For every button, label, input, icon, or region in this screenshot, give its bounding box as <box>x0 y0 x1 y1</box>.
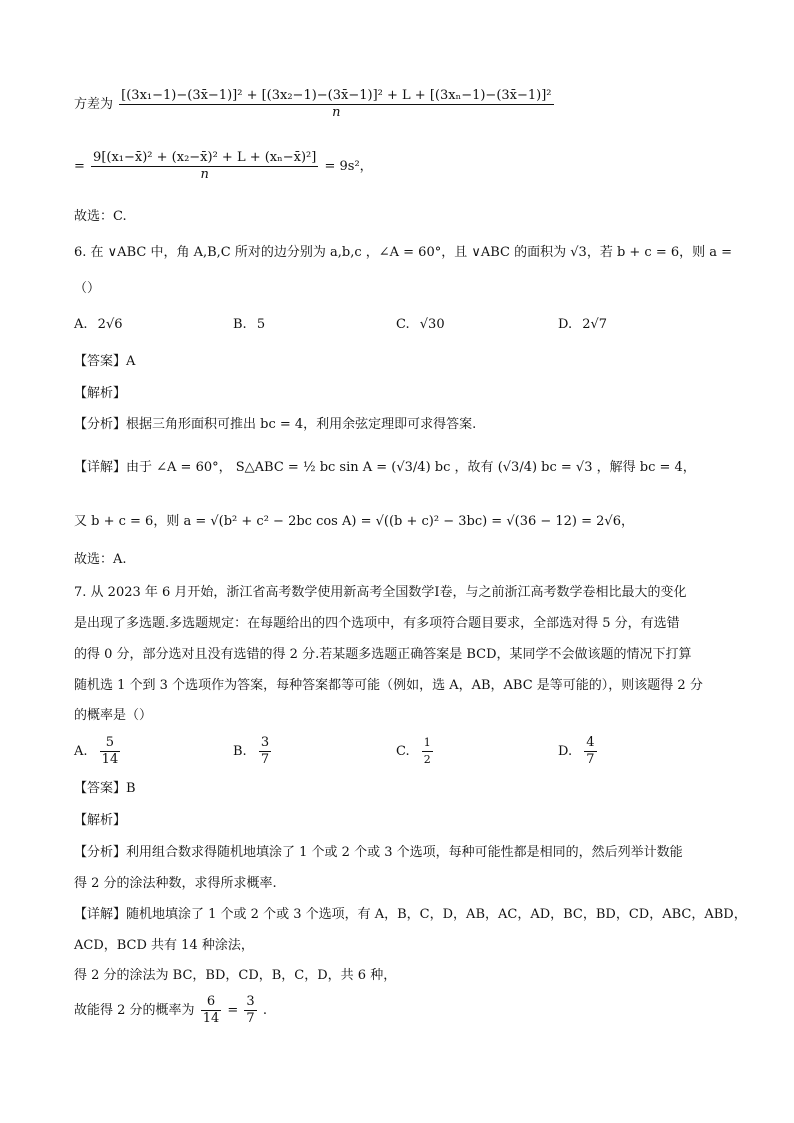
q7-option-a <box>74 735 122 768</box>
q6-detail2-expr: a = √(b² + c² − 2bc cos A) = √((b + c)² − 3bc) = √(36 − 12) = 2√6， <box>183 514 634 529</box>
q7-result-fraction-2 <box>244 994 256 1027</box>
variance-formula <box>74 88 556 121</box>
q7-option-c-label: C. <box>396 744 410 759</box>
q7-result-num-1: 6 <box>206 994 216 1009</box>
q7-stem-line-1: 7. 从 2023 年 6 月开始，浙江省高考数学使用新高考全国数学Ⅰ卷，与之前浙江高考数学卷相比最大的变化 <box>74 585 687 600</box>
q6-option-a <box>74 315 123 335</box>
q7-result-equals: = <box>227 1003 239 1018</box>
q7-stem-line-3: 的得 0 分，部分选对且没有选错的得 2 分.若某题多选题正确答案是 BCD，某同学不会做该题的情况下打算 <box>74 647 692 662</box>
q7-detail-line-4-end: . <box>262 1003 267 1018</box>
q7-option-a-den: 14 <box>101 752 119 767</box>
q6-detail-prefix: 【详解】由于 ∠A = 60°， <box>74 460 232 475</box>
q7-detail-line-4-prefix: 故能得 2 分的概率为 <box>74 1003 195 1018</box>
q7-option-b <box>233 735 273 768</box>
q7-result-num-2: 3 <box>246 994 255 1009</box>
q7-option-d-num: 4 <box>586 735 595 750</box>
q5-choice: 故选：C. <box>74 209 127 224</box>
q6-detail-end: ，解得 bc = 4， <box>596 460 696 475</box>
q7-analysis-header: 【解析】 <box>74 813 127 828</box>
q7-option-b-fraction <box>259 735 271 768</box>
variance-formula-simplified <box>74 150 373 183</box>
q6-option-b-value: 5 <box>256 317 266 332</box>
q6-detail-area: S△ABC = ½ bc sin A = (√3/4) bc <box>235 460 451 475</box>
variance-simplified-numerator: 9[(x₁−x̄)² + (x₂−x̄)² + L + (xₙ−x̄)²] <box>93 150 317 165</box>
q7-option-c-fraction <box>422 735 433 768</box>
q7-result-den-2: 7 <box>246 1011 255 1026</box>
q6-option-b-label: B. <box>233 317 247 332</box>
q7-option-b-label: B. <box>233 744 247 759</box>
q6-analysis-header: 【解析】 <box>74 386 127 401</box>
q7-detail-line-2: ACD，BCD 共有 14 种涂法， <box>74 938 254 953</box>
q6-option-c-value: √30 <box>419 317 445 332</box>
q6-option-d <box>558 315 607 335</box>
q7-option-b-den: 7 <box>260 752 270 767</box>
q7-option-d <box>558 735 599 768</box>
q6-option-a-value: 2√6 <box>97 317 123 332</box>
q7-option-a-num: 5 <box>105 735 115 750</box>
q6-answer: 【答案】A <box>74 354 136 369</box>
q7-option-d-label: D. <box>558 744 573 759</box>
variance-denominator: n <box>119 104 553 121</box>
q6-option-d-value: 2√7 <box>582 317 608 332</box>
q6-stem-line-1: 6. 在 ∨ABC 中，角 A,B,C 所对的边分别为 a,b,c ，∠A = 60°，且 ∨ABC 的面积为 √3，若 b + c = 6，则 a = <box>74 245 733 260</box>
q7-option-a-fraction <box>100 735 121 768</box>
q7-option-c-den: 2 <box>423 753 431 766</box>
q7-result-fraction-1 <box>201 994 222 1027</box>
q7-analysis-line-2: 得 2 分的涂法种数，求得所求概率. <box>74 876 277 891</box>
variance-numerator: [(3x₁−1)−(3x̄−1)]² + [(3x₂−1)−(3x̄−1)]² + L + [(3xₙ−1)−(3x̄−1)]² <box>121 88 552 103</box>
variance-result: = 9s²， <box>324 159 373 174</box>
q7-detail-line-3: 得 2 分的涂法为 BC，BD，CD，B，C，D，共 6 种， <box>74 968 397 983</box>
q6-analysis: 【分析】根据三角形面积可推出 bc = 4，利用余弦定理即可求得答案. <box>74 417 477 432</box>
q6-option-c-label: C. <box>396 317 410 332</box>
q7-detail-line-4 <box>74 994 267 1027</box>
q6-detail-mid: ，故有 <box>454 460 494 475</box>
q6-option-a-label: A. <box>74 317 88 332</box>
q7-stem-line-4: 随机选 1 个到 3 个选项作为答案，每种答案都等可能（例如，选 A，AB，ABC 是等可能的），则该题得 2 分 <box>74 678 703 693</box>
variance-equals: = <box>74 159 85 174</box>
q7-option-c <box>396 735 435 768</box>
q7-stem-line-5: 的概率是（） <box>74 708 153 723</box>
q6-option-b <box>233 315 265 335</box>
q7-detail-line-1: 【详解】随机地填涂了 1 个或 2 个或 3 个选项，有 A，B，C，D，AB，AC，AD，BC，BD，CD，ABC，ABD， <box>74 907 747 922</box>
q6-option-c <box>396 315 445 335</box>
q7-option-a-label: A. <box>74 744 88 759</box>
q6-stem-line-2: （） <box>74 281 101 296</box>
q6-detail-line-1 <box>74 458 696 478</box>
variance-prefix: 方差为 <box>74 97 114 112</box>
variance-simplified-fraction <box>91 150 318 183</box>
q7-option-b-num: 3 <box>260 735 270 750</box>
q7-option-c-num: 1 <box>423 736 431 749</box>
q6-detail-line-2 <box>74 512 634 532</box>
q7-answer: 【答案】B <box>74 781 136 796</box>
q6-detail-eq: (√3/4) bc = √3 <box>497 460 593 475</box>
q7-stem-line-2: 是出现了多选题.多选题规定：在每题给出的四个选项中，有多项符合题目要求，全部选对得 5 分，有选错 <box>74 616 680 631</box>
q6-choice: 故选：A. <box>74 552 127 567</box>
variance-simplified-denominator: n <box>91 166 318 183</box>
q7-option-d-den: 7 <box>586 752 595 767</box>
q7-option-d-fraction <box>584 735 596 768</box>
q7-result-den-1: 14 <box>202 1011 220 1026</box>
q6-detail2-prefix: 又 b + c = 6，则 <box>74 514 180 529</box>
q6-option-d-label: D. <box>558 317 573 332</box>
variance-fraction <box>119 88 553 121</box>
q7-analysis-line-1: 【分析】利用组合数求得随机地填涂了 1 个或 2 个或 3 个选项，每种可能性都是相同的，然后列举计数能 <box>74 845 683 860</box>
